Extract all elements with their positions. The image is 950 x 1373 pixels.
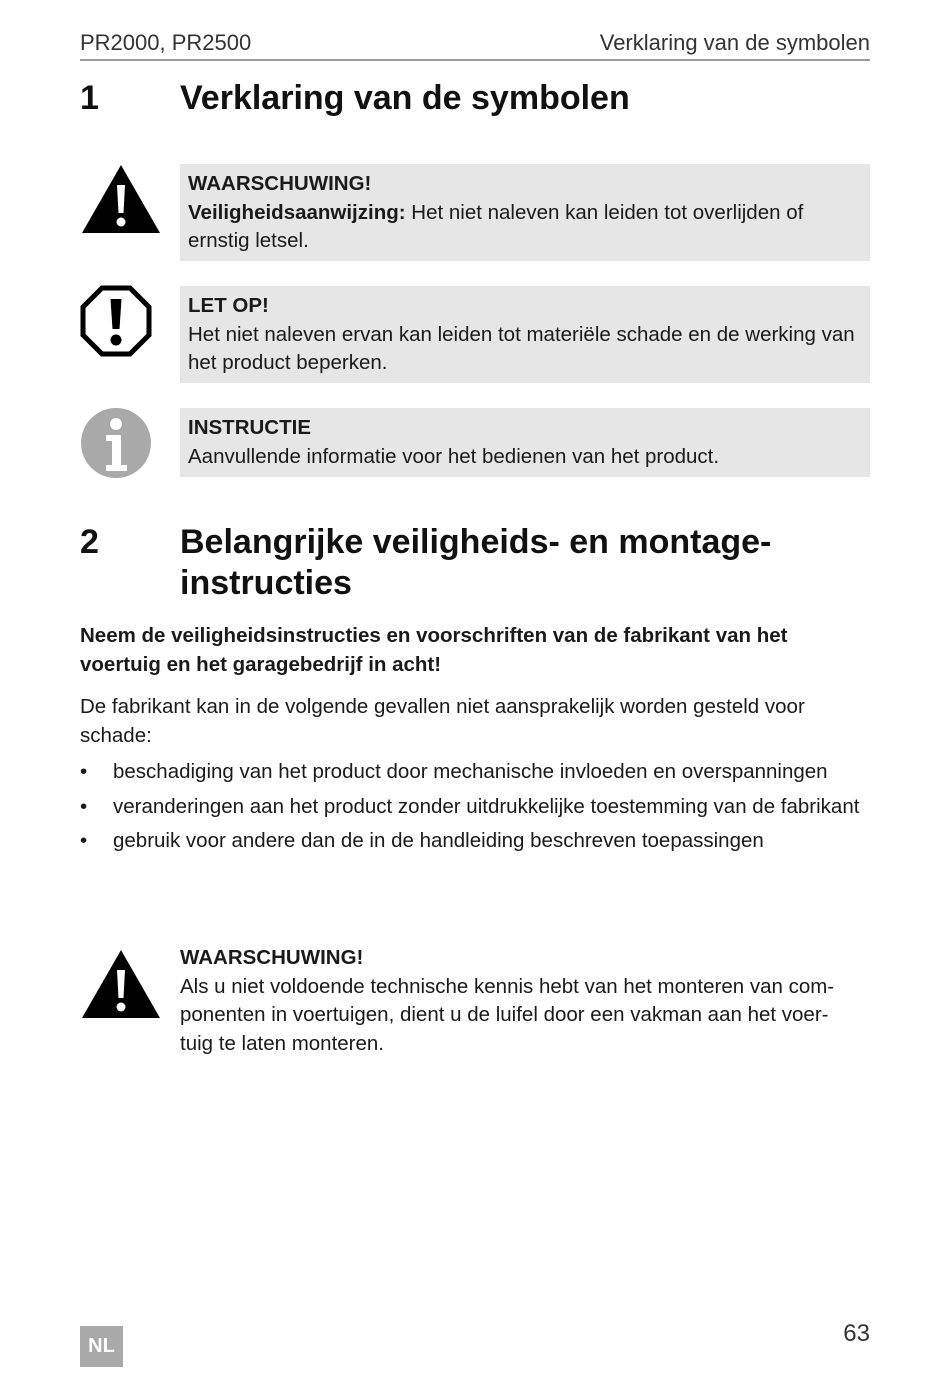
list-item-text: veranderingen aan het product zonder uitdrukkelijke toestemming van de fabrikant xyxy=(113,794,860,818)
header-divider xyxy=(80,59,870,61)
caution-octagon-icon xyxy=(80,285,152,357)
safety-lead-paragraph: Neem de veiligheidsinstructies en voorschriften van de fabrikant van het voertuig en het garagebedrijf in acht! xyxy=(80,624,788,676)
list-item-text: beschadiging van het product door mechanische invloeden en overspanningen xyxy=(113,760,828,783)
section-1-number: 1 xyxy=(80,79,99,117)
warning-note xyxy=(180,164,870,261)
list-item xyxy=(80,793,870,822)
list-item-text: gebruik voor andere dan de in de handleiding beschreven toepassingen xyxy=(113,829,764,852)
bullet-mark: • xyxy=(80,829,88,852)
list-item xyxy=(80,758,870,787)
installation-warning-title: WAARSCHUWING! xyxy=(180,946,364,969)
installation-warning-line-1: Als u niet voldoende technische kennis hebt van het monteren van com- xyxy=(180,974,835,998)
warning-triangle-icon xyxy=(80,163,162,235)
header-product: PR2000, PR2500 xyxy=(80,30,252,55)
installation-warning xyxy=(180,944,870,1058)
instruction-note-text: Aanvullende informatie voor het bedienen van het product. xyxy=(188,444,720,468)
caution-note-text: Het niet naleven ervan kan leiden tot materiële schade en de werking van het product beperken. xyxy=(188,322,855,375)
info-circle-icon xyxy=(80,407,152,479)
caution-note-title: LET OP! xyxy=(188,294,269,317)
section-2-heading xyxy=(80,522,870,604)
list-item xyxy=(80,827,870,856)
installation-warning-line-3: tuig te laten monteren. xyxy=(180,1031,384,1055)
section-2-title xyxy=(180,522,860,604)
instruction-note-title: INSTRUCTIE xyxy=(188,416,311,439)
section-2-number: 2 xyxy=(80,523,99,561)
section-1-heading xyxy=(80,78,870,119)
warning-note-text: Het niet naleven kan leiden tot overlijden of ernstig letsel. xyxy=(188,200,804,253)
header-section: Verklaring van de symbolen xyxy=(599,30,870,55)
warning-triangle-icon xyxy=(80,948,162,1020)
warning-note-body xyxy=(188,199,862,256)
liability-intro-paragraph: De fabrikant kan in de volgende gevallen niet aansprakelijk worden gesteld voor schade: xyxy=(80,695,805,747)
section-2-title-line-1: Belangrijke veiligheids- en montage- xyxy=(180,523,772,561)
instruction-note xyxy=(180,408,870,477)
section-2-title-line-2: instructies xyxy=(180,564,352,602)
bullet-mark: • xyxy=(80,794,88,818)
installation-warning-line-2: ponenten in voertuigen, dient u de luifel door een vakman aan het voer- xyxy=(180,1003,829,1026)
bullet-mark: • xyxy=(80,760,88,783)
caution-note xyxy=(180,286,870,383)
section-1-title: Verklaring van de symbolen xyxy=(180,79,630,117)
warning-note-lead: Veiligheidsaanwijzing: xyxy=(188,200,406,224)
page-number: 63 xyxy=(843,1320,870,1347)
liability-list xyxy=(80,758,870,862)
warning-note-title: WAARSCHUWING! xyxy=(188,172,372,195)
language-badge: NL xyxy=(80,1326,123,1367)
